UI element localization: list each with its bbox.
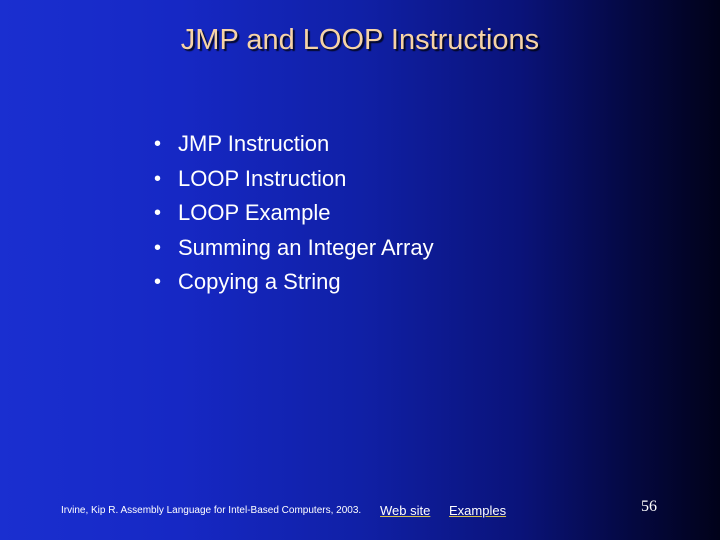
bullet-dot-icon: • xyxy=(154,271,162,293)
bullet-text: Copying a String xyxy=(178,269,341,294)
bullet-text: LOOP Example xyxy=(178,200,331,225)
bullet-text: JMP Instruction xyxy=(178,131,330,156)
footer-citation: Irvine, Kip R. Assembly Language for Intel-Based Computers, 2003. xyxy=(61,505,362,516)
bullet-list xyxy=(154,127,434,300)
bullet-item xyxy=(154,231,434,266)
bullet-item xyxy=(154,265,434,300)
bullet-dot-icon: • xyxy=(154,133,162,155)
bullet-dot-icon: • xyxy=(154,236,162,259)
bullet-item xyxy=(154,127,434,162)
page-number: 56 xyxy=(641,498,657,515)
bullet-text: LOOP Instruction xyxy=(178,165,347,191)
slide-title: JMP and LOOP Instructions xyxy=(180,24,540,56)
bullet-text: Summing an Integer Array xyxy=(178,234,434,260)
bullet-item xyxy=(154,196,434,231)
bullet-dot-icon: • xyxy=(154,167,162,190)
examples-link[interactable]: Examples xyxy=(449,503,507,518)
bullet-dot-icon: • xyxy=(154,202,162,224)
web-site-link[interactable]: Web site xyxy=(380,503,431,518)
bullet-item xyxy=(154,162,434,197)
